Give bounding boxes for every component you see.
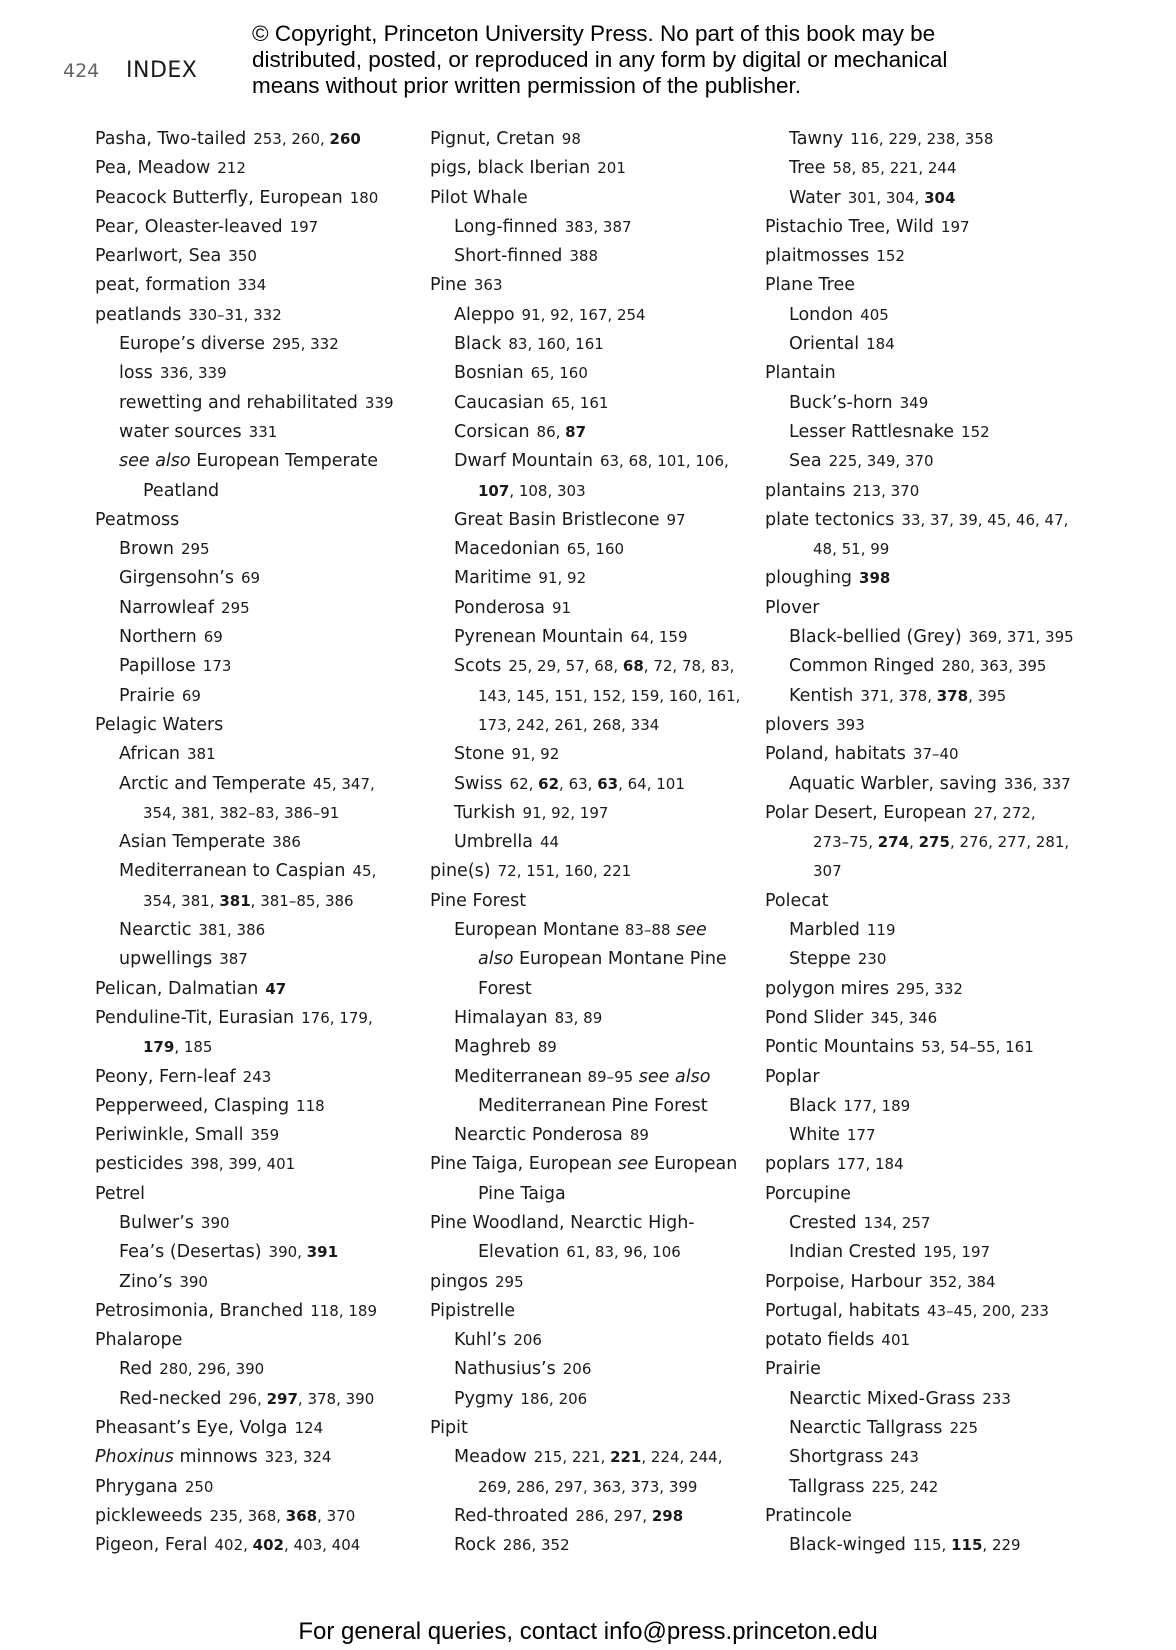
index-subentry: Aquatic Warbler, saving 336, 337 [789,773,1071,794]
index-entry: Porcupine [765,1183,851,1204]
index-subentry: White 177 [789,1125,876,1146]
index-subentry: Indian Crested 195, 197 [789,1242,991,1263]
index-entry: Pasha, Two-tailed 253, 260, 260 [95,129,361,149]
index-entry: Pipistrelle [430,1300,516,1321]
index-entry: Pear, Oleaster-leaved 197 [95,216,319,237]
index-entry-continuation: 173, 242, 261, 268, 334 [478,715,660,734]
index-entry: Penduline-Tit, Eurasian 176, 179, [95,1007,373,1028]
index-subentry: Nathusius’s 206 [454,1359,592,1380]
index-subentry: Steppe 230 [789,949,887,970]
index-subentry: Red-throated 286, 297, 298 [454,1505,684,1526]
index-entry: Petrel [95,1183,145,1204]
index-subentry: Black-winged 115, 115, 229 [789,1535,1021,1556]
index-entry: polygon mires 295, 332 [765,978,963,999]
page-number: 424 [63,60,100,82]
index-entry: Peatmoss [95,509,180,530]
index-subentry: Maritime 91, 92 [454,568,587,589]
index-subentry: Stone 91, 92 [454,744,560,765]
index-subentry: Caucasian 65, 161 [454,392,609,413]
index-entry: Phrygana 250 [95,1476,214,1497]
index-subentry: Ponderosa 91 [454,597,572,618]
index-entry: Porpoise, Harbour 352, 384 [765,1271,996,1292]
index-entry: peat, formation 334 [95,275,267,296]
index-entry: Plover [765,597,820,618]
index-subentry: loss 336, 339 [119,363,227,384]
index-subentry: Narrowleaf 295 [119,597,250,618]
index-entry-continuation: Pine Taiga [478,1183,566,1204]
index-entry: pingos 295 [430,1271,524,1292]
index-column-2 [430,125,750,1561]
index-subentry: Europe’s diverse 295, 332 [119,334,339,355]
index-subentry: Umbrella 44 [454,832,560,853]
index-entry: Pigeon, Feral 402, 402, 403, 404 [95,1535,361,1556]
index-subentry: Pygmy 186, 206 [454,1388,588,1409]
index-subentry: Nearctic Tallgrass 225 [789,1418,979,1439]
index-subentry: Short-finned 388 [454,246,598,267]
index-subentry: Marbled 119 [789,920,896,941]
index-entry: Prairie [765,1359,821,1380]
index-subentry: Red 280, 296, 390 [119,1359,265,1380]
index-entry-continuation: 48, 51, 99 [813,540,890,559]
index-subentry: Nearctic 381, 386 [119,920,266,941]
index-entry-continuation: 107, 108, 303 [478,481,586,500]
index-subentry: Water 301, 304, 304 [789,187,956,208]
index-subentry: Scots 25, 29, 57, 68, 68, 72, 78, 83, [454,656,735,677]
index-entry: Plantain [765,363,836,384]
copyright-notice: © Copyright, Princeton University Press. No part of this book may be distributed, posted, or reproduced in any form by digital or mechanical means without prior written permission of the publisher. [252,21,948,98]
index-entry: poplars 177, 184 [765,1154,904,1175]
running-head: INDEX [126,58,198,83]
index-subentry: rewetting and rehabilitated 339 [119,392,394,413]
index-entry: pine(s) 72, 151, 160, 221 [430,861,632,882]
index-entry: Pratincole [765,1505,852,1526]
index-subentry: Meadow 215, 221, 221, 224, 244, [454,1447,723,1468]
index-subentry: Asian Temperate 386 [119,832,301,853]
index-entry: Pine Taiga, European see European [430,1154,738,1175]
index-subentry: Buck’s-horn 349 [789,392,929,413]
index-entry: Pond Slider 345, 346 [765,1007,938,1028]
index-entry-continuation: Mediterranean Pine Forest [478,1095,708,1116]
index-subentry: Shortgrass 243 [789,1447,919,1468]
index-entry: Periwinkle, Small 359 [95,1125,280,1146]
index-entry: ploughing 398 [765,568,891,589]
index-entry: Pepperweed, Clasping 118 [95,1095,325,1116]
index-entry: pickleweeds 235, 368, 368, 370 [95,1505,356,1526]
index-subentry: London 405 [789,304,889,325]
index-entry-continuation: 354, 381, 381, 381–85, 386 [143,891,354,910]
index-subentry: Girgensohn’s 69 [119,568,261,589]
index-entry-continuation: 307 [813,862,842,881]
index-entry: Pine Woodland, Nearctic High- [430,1212,695,1233]
index-entry: Pelagic Waters [95,714,224,735]
footer-contact: For general queries, contact info@press.princeton.edu [298,1618,878,1645]
index-subentry: African 381 [119,744,216,765]
index-subentry: Northern 69 [119,627,223,648]
index-subentry: Mediterranean 89–95 see also [454,1066,711,1087]
index-subentry: Nearctic Ponderosa 89 [454,1125,649,1146]
index-entry: Peacock Butterfly, European 180 [95,187,379,208]
index-subentry: Prairie 69 [119,685,201,706]
index-entry: Poland, habitats 37–40 [765,744,959,765]
index-subentry: Tree 58, 85, 221, 244 [789,158,957,179]
index-subentry: Swiss 62, 62, 63, 63, 64, 101 [454,773,685,794]
index-subentry: Lesser Rattlesnake 152 [789,421,990,442]
index-column-3 [765,125,1095,1561]
index-subentry: Nearctic Mixed-Grass 233 [789,1388,1011,1409]
index-entry: Plane Tree [765,275,856,296]
index-subentry: Turkish 91, 92, 197 [454,802,609,823]
index-subentry: Tallgrass 225, 242 [789,1476,939,1497]
index-subentry: Zino’s 390 [119,1271,208,1292]
index-entry-continuation: 354, 381, 382–83, 386–91 [143,803,340,822]
index-entry: Portugal, habitats 43–45, 200, 233 [765,1300,1049,1321]
index-subentry: Red-necked 296, 297, 378, 390 [119,1388,375,1409]
index-entry: Pilot Whale [430,187,528,208]
index-entry: peatlands 330–31, 332 [95,304,282,325]
index-entry: potato fields 401 [765,1330,911,1351]
index-entry: Petrosimonia, Branched 118, 189 [95,1300,378,1321]
index-entry: Poplar [765,1066,820,1087]
index-subentry: Mediterranean to Caspian 45, [119,861,377,882]
index-subentry: Tawny 116, 229, 238, 358 [789,129,994,149]
index-subentry: Bosnian 65, 160 [454,363,588,384]
index-entry: plate tectonics 33, 37, 39, 45, 46, 47, [765,509,1069,530]
index-subentry: Aleppo 91, 92, 167, 254 [454,304,646,325]
index-subentry: Long-finned 383, 387 [454,216,632,237]
index-entry-continuation: also European Montane Pine [478,949,727,970]
index-entry-continuation: 143, 145, 151, 152, 159, 160, 161, [478,686,741,705]
index-subentry: Corsican 86, 87 [454,421,587,442]
index-entry: Pipit [430,1418,468,1439]
index-subentry: upwellings 387 [119,949,248,970]
index-entry: Pine Forest [430,890,527,911]
index-entry: Peony, Fern-leaf 243 [95,1066,272,1087]
index-entry: Pea, Meadow 212 [95,158,246,179]
index-entry: Pistachio Tree, Wild 197 [765,216,970,237]
index-entry: Polecat [765,890,829,911]
index-subentry: Black-bellied (Grey) 369, 371, 395 [789,627,1074,648]
index-entry-continuation: Forest [478,978,532,999]
index-subentry: Kuhl’s 206 [454,1330,542,1351]
index-subentry: Rock 286, 352 [454,1535,570,1556]
index-subentry: Papillose 173 [119,656,232,677]
index-subentry: Pyrenean Mountain 64, 159 [454,627,688,648]
index-subentry: Black 177, 189 [789,1095,911,1116]
index-entry: Pearlwort, Sea 350 [95,246,257,267]
index-entry: Pignut, Cretan 98 [430,129,581,149]
index-entry: Pine 363 [430,275,503,296]
index-subentry: Oriental 184 [789,334,895,355]
index-subentry: Brown 295 [119,539,210,560]
index-column-1 [95,125,415,1561]
index-entry: pigs, black Iberian 201 [430,158,626,179]
index-entry: Pheasant’s Eye, Volga 124 [95,1418,324,1439]
index-entry: Phalarope [95,1330,183,1351]
index-entry: Polar Desert, European 27, 272, [765,802,1036,823]
index-subentry: water sources 331 [119,421,278,442]
index-subentry: see also European Temperate [119,451,379,472]
index-subentry: Arctic and Temperate 45, 347, [119,773,375,794]
index-entry: pesticides 398, 399, 401 [95,1154,296,1175]
index-entry: plaitmosses 152 [765,246,905,267]
index-entry-continuation: 273–75, 274, 275, 276, 277, 281, [813,833,1070,852]
index-entry: plovers 393 [765,714,865,735]
index-subentry: Fea’s (Desertas) 390, 391 [119,1242,339,1263]
index-entry: Pelican, Dalmatian 47 [95,978,287,999]
index-entry-continuation: Peatland [143,480,220,501]
index-subentry: Great Basin Bristlecone 97 [454,509,686,530]
index-subentry: Himalayan 83, 89 [454,1007,603,1028]
index-entry: plantains 213, 370 [765,480,920,501]
index-entry-continuation: 269, 286, 297, 363, 373, 399 [478,1477,698,1496]
index-subentry: European Montane 83–88 see [454,920,707,941]
index-subentry: Common Ringed 280, 363, 395 [789,656,1047,677]
index-subentry: Macedonian 65, 160 [454,539,625,560]
index-subentry: Crested 134, 257 [789,1212,931,1233]
index-subentry: Bulwer’s 390 [119,1212,230,1233]
index-entry: Phoxinus minnows 323, 324 [95,1447,332,1468]
index-subentry: Kentish 371, 378, 378, 395 [789,685,1007,706]
index-subentry: Maghreb 89 [454,1037,557,1058]
index-subentry: Black 83, 160, 161 [454,334,604,355]
index-entry: Pontic Mountains 53, 54–55, 161 [765,1037,1034,1058]
index-entry-continuation: 179, 185 [143,1038,213,1057]
index-subentry: Sea 225, 349, 370 [789,451,934,472]
index-entry-continuation: Elevation 61, 83, 96, 106 [478,1242,681,1263]
index-subentry: Dwarf Mountain 63, 68, 101, 106, [454,451,729,472]
